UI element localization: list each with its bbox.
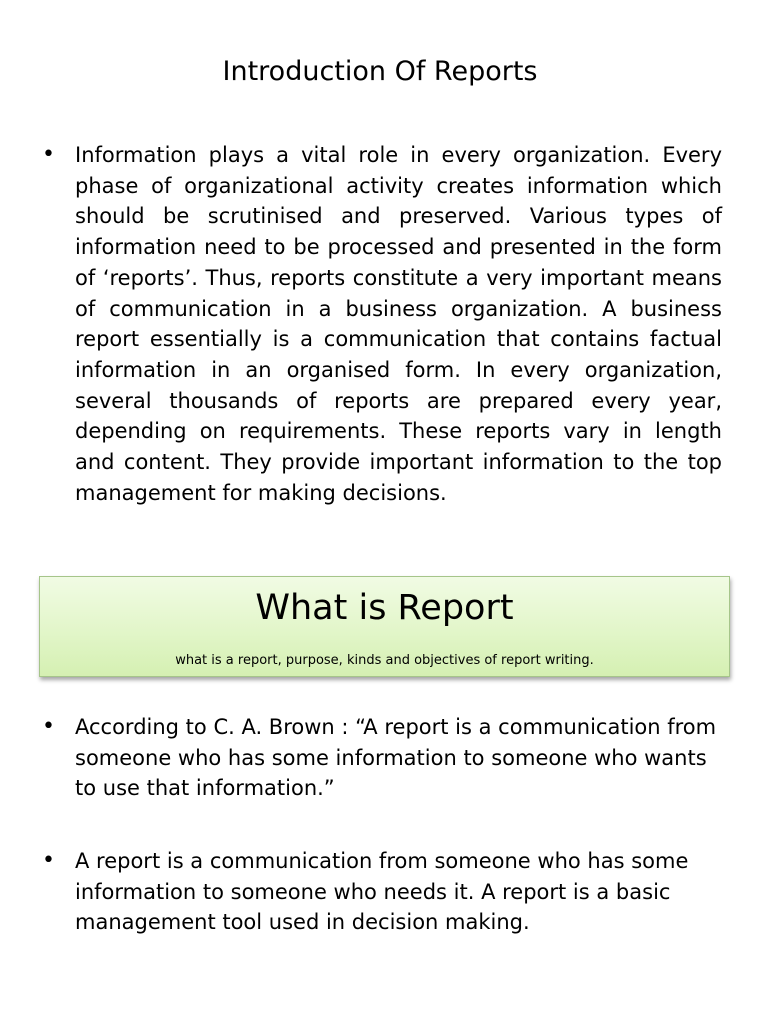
page-title: Introduction Of Reports xyxy=(222,56,538,87)
definition-bullet-item xyxy=(42,846,722,938)
intro-bullet-item xyxy=(42,140,722,508)
intro-paragraph: Information plays a vital role in every organization. Every phase of organizational activity creates information which should be scrutinised and preserved. Various types of information need to be processed and presented in the form of ‘reports’. Thus, reports constitute a very important means of communication in a business organization. A business report essentially is a communication that contains factual information in an organised form. In every organization, several thousands of reports are prepared every year, depending on requirements. These reports vary in length and content. They provide important information to the top management for making decisions. xyxy=(75,143,722,505)
banner-title: What is Report xyxy=(255,588,514,628)
bullet-icon: • xyxy=(42,848,55,873)
report-definition-text: A report is a communication from someone who has some information to someone who needs it. A report is a basic management tool used in decision making. xyxy=(75,849,689,935)
definition-bullet-item xyxy=(42,712,722,804)
bullet-icon: • xyxy=(42,142,55,167)
brown-definition-text: According to C. A. Brown : “A report is a communication from someone who has some information to someone who wants to use that information.” xyxy=(75,715,717,801)
bullet-icon: • xyxy=(42,714,55,739)
what-is-report-banner xyxy=(39,576,730,677)
banner-subtitle: what is a report, purpose, kinds and objectives of report writing. xyxy=(175,653,594,668)
